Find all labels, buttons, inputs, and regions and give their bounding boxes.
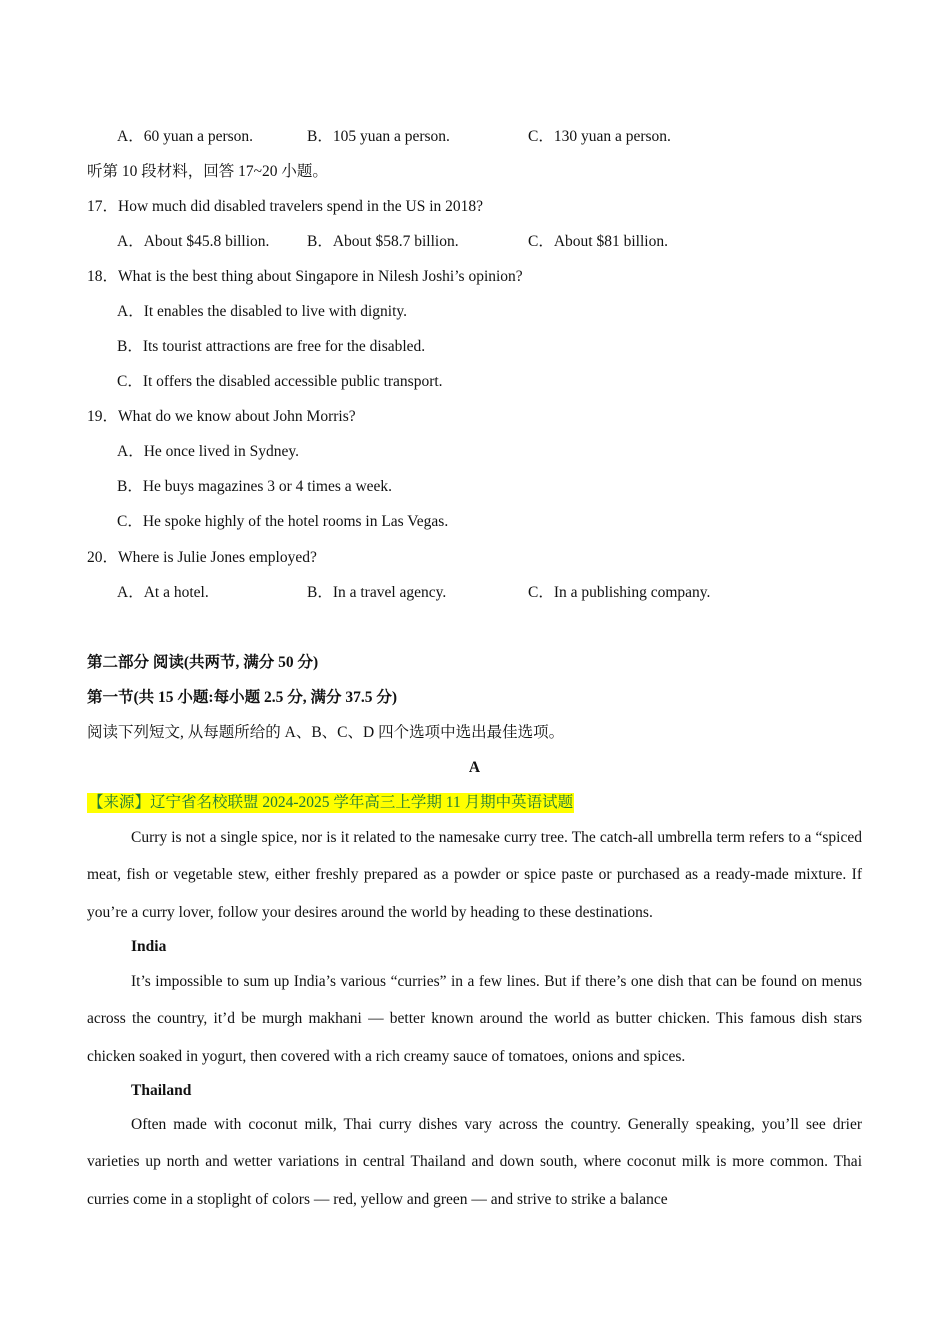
q20-option-a: A．At a hotel. [117, 584, 209, 601]
q16-option-c: C．130 yuan a person. [528, 128, 671, 145]
q17-option-b: B．About $58.7 billion. [307, 233, 459, 250]
passage-paragraph-1-text: Curry is not a single spice, nor is it related to the namesake curry tree. The catch-all umbrella term refers to a “spiced meat, fish or vegetable stew, either freshly prepared as a powder or spice paste or purchased as a ready-made mixture. If you’re a curry lover, follow your desires around the world by heading to these destinations. [87, 829, 862, 921]
reading-instruction: 阅读下列短文, 从每题所给的 A、B、C、D 四个选项中选出最佳选项。 [87, 724, 565, 741]
section1-title: 第一节(共 15 小题:每小题 2.5 分, 满分 37.5 分) [87, 689, 397, 706]
q18-question: 18．What is the best thing about Singapore in Nilesh Joshi’s opinion? [87, 268, 523, 285]
q17-option-c: C．About $81 billion. [528, 233, 668, 250]
part2-title: 第二部分 阅读(共两节, 满分 50 分) [87, 654, 319, 671]
q20-option-c: C．In a publishing company. [528, 584, 711, 601]
q20-question: 20．Where is Julie Jones employed? [87, 549, 317, 566]
q18-option-b: B．Its tourist attractions are free for the disabled. [117, 338, 426, 355]
passage-paragraph-3-text: Often made with coconut milk, Thai curry dishes vary across the country. Generally speaking, you’ll see drier varieties up north and wetter variations in central Thailand and down south, where coconut milk is more common. Thai curries come in a stoplight of colors — red, yellow and green — and strive to strike a balance [87, 1116, 862, 1208]
q19-option-a: A．He once lived in Sydney. [117, 443, 299, 460]
q19-question: 19．What do we know about John Morris? [87, 408, 356, 425]
heading-india: India [131, 938, 167, 955]
heading-thailand: Thailand [131, 1082, 192, 1099]
source-note: 【来源】辽宁省名校联盟 2024-2025 学年高三上学期 11 月期中英语试题 [88, 794, 574, 811]
passage-paragraph-3 [87, 1106, 862, 1218]
passage-letter: A [468, 759, 481, 776]
q18-option-c: C．It offers the disabled accessible public transport. [117, 373, 443, 390]
q18-option-a: A．It enables the disabled to live with dignity. [117, 303, 407, 320]
q16-option-a: A．60 yuan a person. [117, 128, 254, 145]
passage-paragraph-1 [87, 819, 862, 931]
q17-option-a: A．About $45.8 billion. [117, 233, 270, 250]
q19-option-b: B．He buys magazines 3 or 4 times a week. [117, 478, 393, 495]
passage-paragraph-2-text: It’s impossible to sum up India’s various “curries” in a few lines. But if there’s one dish that can be found on menus across the country, it’d be murgh makhani — better known around the world as butter chicken. This famous dish stars chicken soaked in yogurt, then covered with a rich creamy sauce of tomatoes, onions and spices. [87, 973, 862, 1065]
q17-question: 17．How much did disabled travelers spend in the US in 2018? [87, 198, 484, 215]
passage-paragraph-2 [87, 963, 862, 1075]
q20-option-b: B．In a travel agency. [307, 584, 447, 601]
q19-option-c: C．He spoke highly of the hotel rooms in Las Vegas. [117, 513, 449, 530]
section10-intro: 听第 10 段材料，回答 17~20 小题。 [87, 163, 328, 180]
q16-option-b: B．105 yuan a person. [307, 128, 450, 145]
